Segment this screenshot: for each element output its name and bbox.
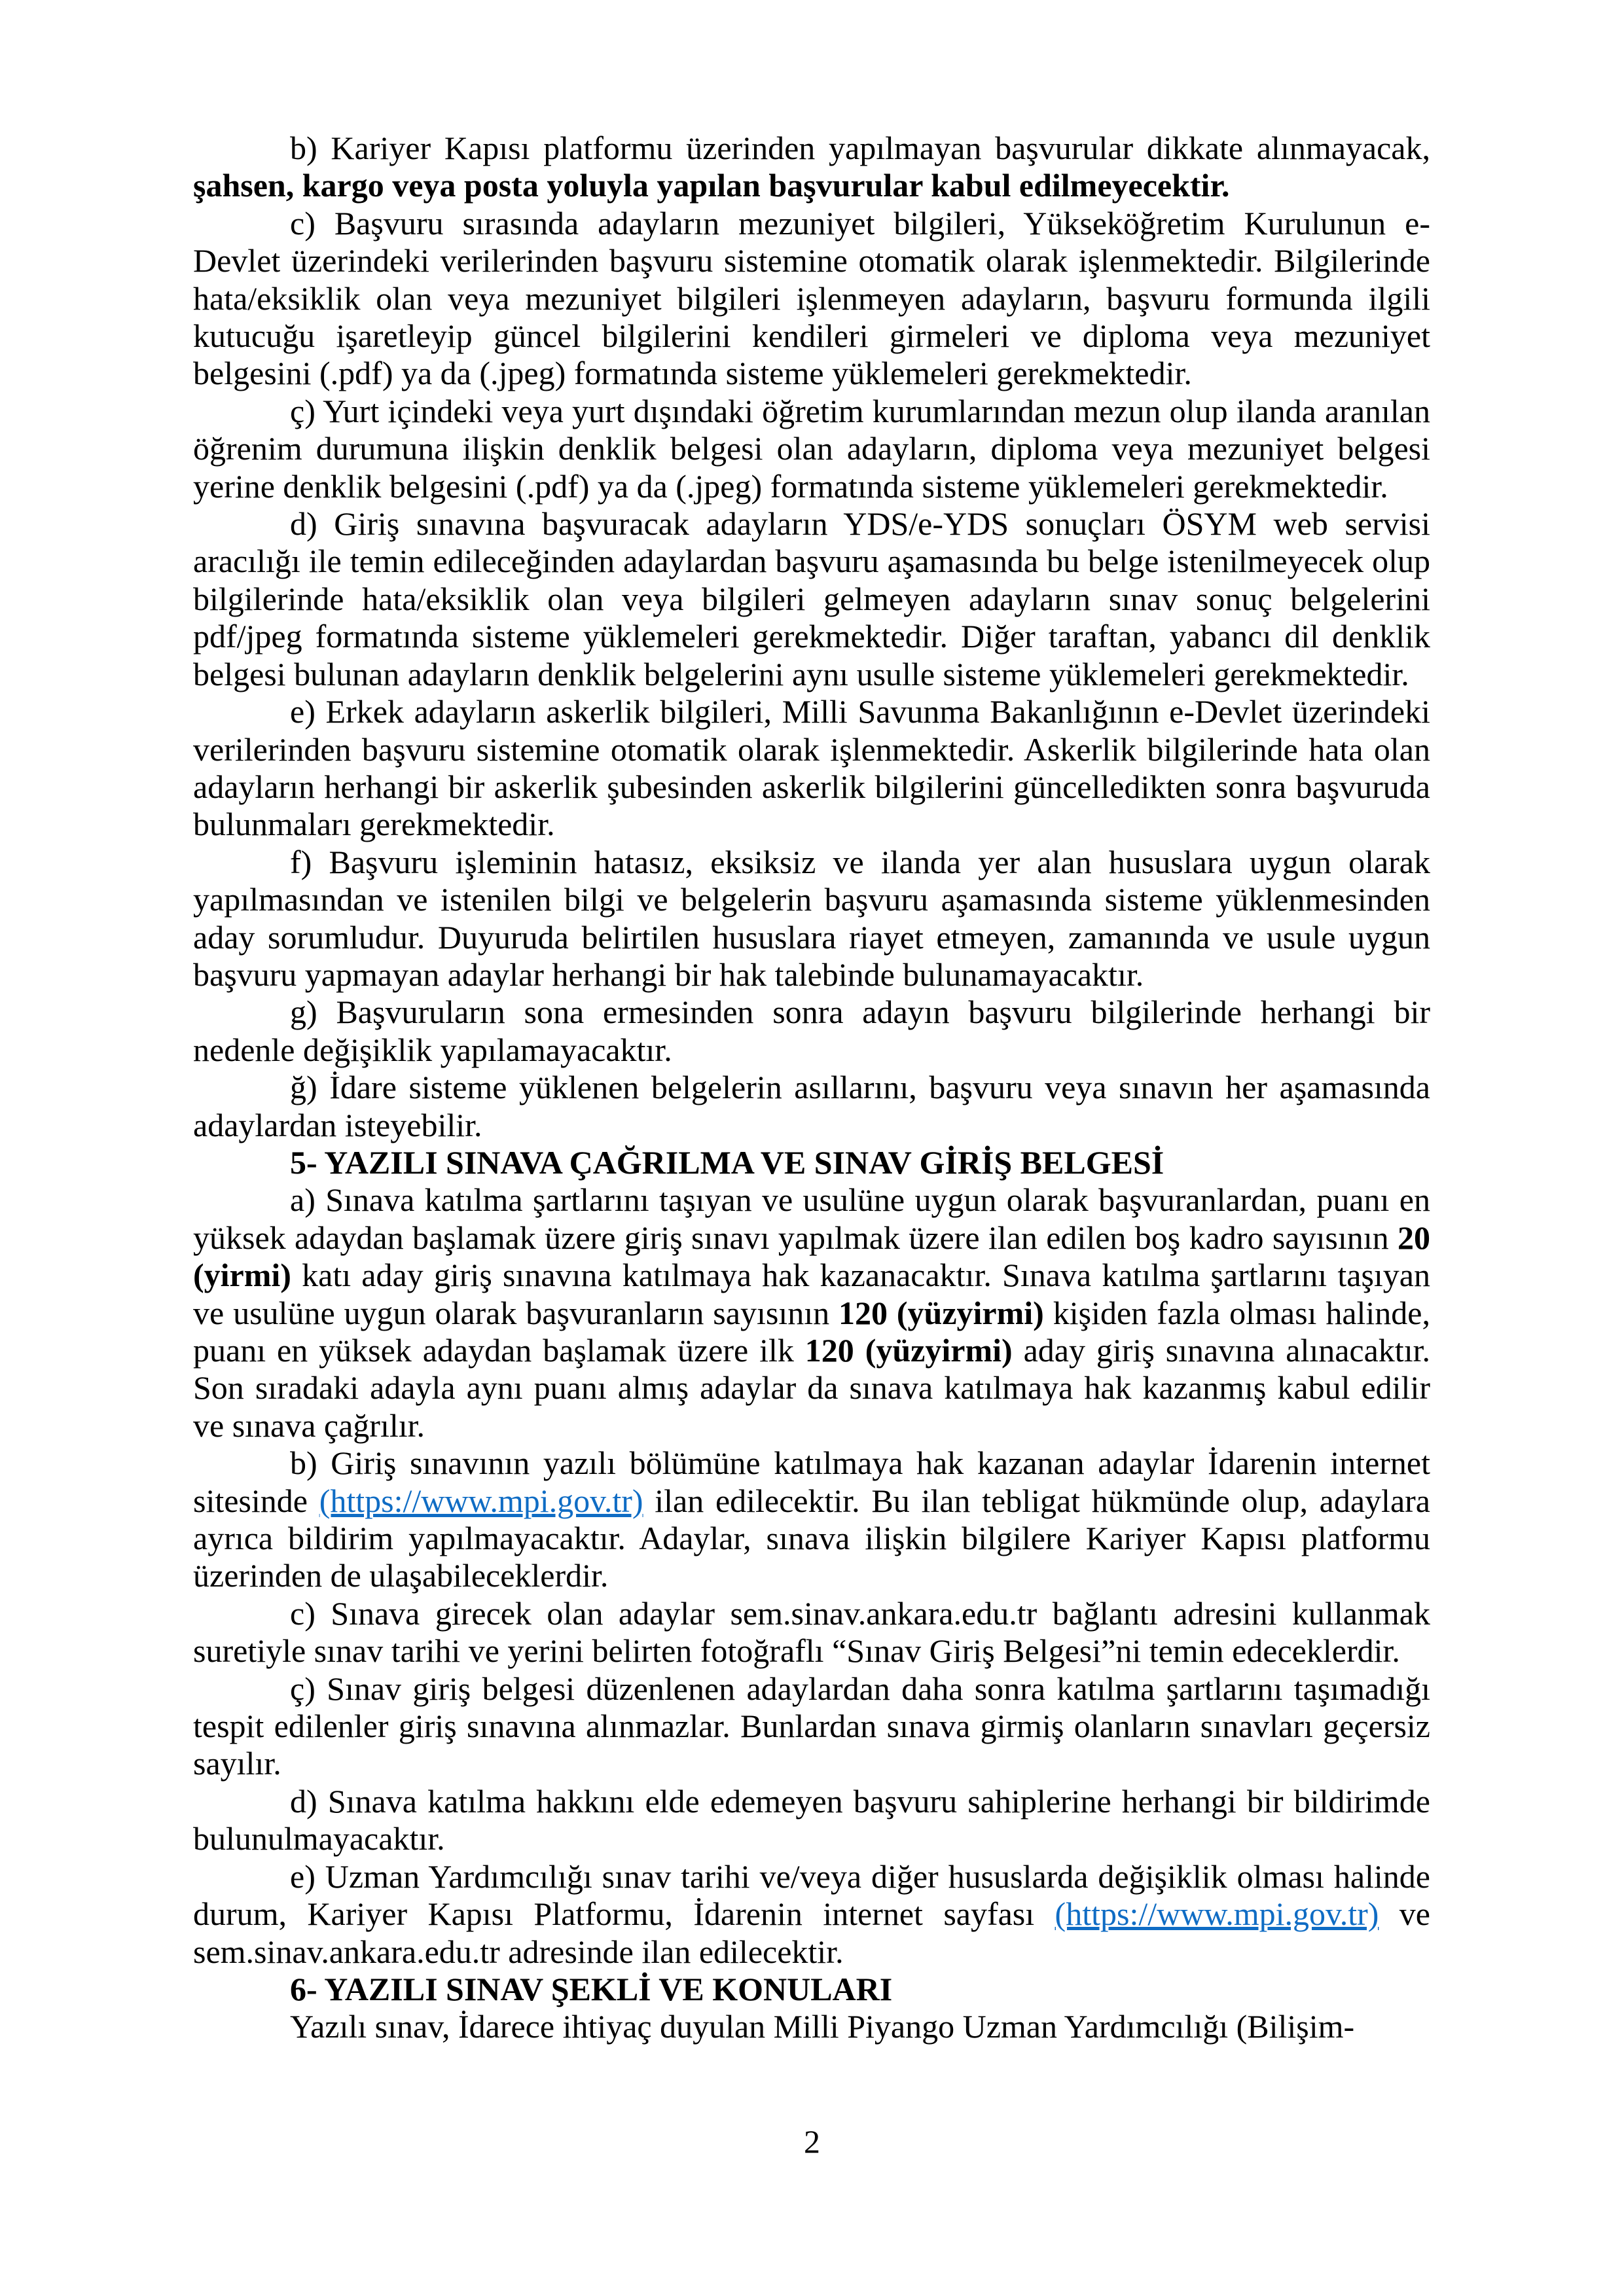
text-run: d) Sınava katılma hakkını elde edemeyen başvuru sahiplerine herhangi bir bildirimde bulunulmayacaktır. bbox=[193, 1782, 1430, 1857]
item-f-applicant-responsibility bbox=[193, 844, 1430, 994]
text-run: Yazılı sınav, İdarece ihtiyaç duyulan Milli Piyango Uzman Yardımcılığı (Bilişim- bbox=[290, 2008, 1355, 2045]
emphasis-text: 6- YAZILI SINAV ŞEKLİ VE KONULARI bbox=[290, 1970, 893, 2007]
text-run: g) Başvuruların sona ermesinden sonra adayın başvuru bilgilerinde herhangi bir nedenle değişiklik yapılamayacaktır. bbox=[193, 994, 1430, 1068]
emphasis-text: 120 (yüzyirmi) bbox=[804, 1332, 1013, 1369]
text-run: aday giriş sınavına alınacaktır. Son sıradaki adayla aynı puanı almış adaylar da sınava katılmaya hak kazanmış kabul edilir ve sınava çağrılır. bbox=[193, 1332, 1430, 1444]
item-b-applications-outside-platform bbox=[193, 130, 1430, 205]
item-c2-equivalence-certificate bbox=[193, 393, 1430, 505]
text-run: d) Giriş sınavına başvuracak adayların YDS/e-YDS sonuçları ÖSYM web servisi aracılığı ile temin edileceğinden adaylardan başvuru aşamasında bu belge istenilmeyecek olup bilgilerinde hata/eksiklik olan veya bilgileri gelmeyen adayların sınav sonuç belgelerini pdf/jpeg formatında sisteme yüklemeleri gerekmektedir. Diğer taraftan, yabancı dil denklik belgesi bulunan adayların denklik belgelerini aynı usulle sisteme yüklemeleri gerekmektedir. bbox=[193, 505, 1430, 692]
text-run: c) Sınava girecek olan adaylar sem.sinav.ankara.edu.tr bağlantı adresini kullanmak suretiyle sınav tarihi ve yerini belirten fotoğraflı “Sınav Giriş Belgesi”ni temin edeceklerdir. bbox=[193, 1594, 1430, 1670]
text-run: ilan edilecektir. Bu ilan tebligat hükmünde olup, adaylara ayrıca bildirim yapılmayacaktır. Adaylar, sınava ilişkin bilgilere Kariyer Kapısı platformu üzerinden de ulaşabileceklerdir. bbox=[193, 1482, 1430, 1594]
text-run: b) Kariyer Kapısı platformu üzerinden yapılmayan başvurular dikkate alınmayacak, bbox=[290, 130, 1430, 166]
emphasis-text: 120 (yüzyirmi) bbox=[838, 1294, 1044, 1331]
item-e-military-service-info bbox=[193, 693, 1430, 844]
item-d-no-notification bbox=[193, 1783, 1430, 1858]
text-run: ğ) İdare sisteme yüklenen belgelerin asıllarını, başvuru veya sınavın her aşamasında adaylardan isteyebilir. bbox=[193, 1069, 1430, 1143]
text-run: b) Giriş sınavının yazılı bölümüne katılmaya hak kazanan adaylar İdarenin internet sitesinde bbox=[193, 1444, 1430, 1519]
section-6-heading bbox=[193, 1971, 1430, 2008]
text-run: e) Uzman Yardımcılığı sınav tarihi ve/veya diğer hususlarda değişiklik olması halinde durum, Kariyer Kapısı Platformu, İdarenin internet sayfası bbox=[193, 1857, 1430, 1933]
text-run: katı aday giriş sınavına katılmaya hak kazanacaktır. Sınava katılma şartlarını taşıyan ve usulüne uygun olarak başvuranların sayısının bbox=[193, 1257, 1430, 1331]
text-run: kişiden fazla olması halinde, puanı en yüksek adaydan başlamak üzere ilk bbox=[193, 1294, 1430, 1369]
document-body bbox=[193, 130, 1430, 2046]
item-d-yds-results bbox=[193, 505, 1430, 693]
mpi-website-link[interactable]: (https://www.mpi.gov.tr) bbox=[319, 1482, 643, 1519]
item-g2-original-documents bbox=[193, 1069, 1430, 1144]
text-run: ç) Yurt içindeki veya yurt dışındaki öğretim kurumlarından mezun olup ilanda aranılan öğrenim durumuna ilişkin denklik belgesi olan adayların, diploma veya mezuniyet belgesi yerine denklik belgesini (.pdf) ya da (.jpeg) formatında sisteme yüklemeleri gerekmektedir. bbox=[193, 392, 1430, 505]
item-c-exam-entry-document bbox=[193, 1595, 1430, 1670]
text-run: ç) Sınav giriş belgesi düzenlenen adaylardan daha sonra katılma şartlarını taşımadığı tespit edilenler giriş sınavına alınmazlar. Bunlardan sınava girmiş olanların sınavları geçersiz sayılır. bbox=[193, 1670, 1430, 1782]
item-e-exam-date-changes bbox=[193, 1858, 1430, 1971]
emphasis-text: şahsen, kargo veya posta yoluyla yapılan başvurular kabul edilmeyecektir. bbox=[193, 167, 1230, 204]
section-6-intro bbox=[193, 2008, 1430, 2045]
item-c-graduation-info bbox=[193, 205, 1430, 393]
emphasis-text: 5- YAZILI SINAVA ÇAĞRILMA VE SINAV GİRİŞ BELGESİ bbox=[290, 1143, 1164, 1181]
text-run: e) Erkek adayların askerlik bilgileri, Milli Savunma Bakanlığının e-Devlet üzerindeki verilerinden başvuru sistemine otomatik olarak işlenmektedir. Askerlik bilgilerinde hata olan adayların herhangi bir askerlik şubesinden askerlik bilgilerini güncelledikten sonra başvuruda bulunmaları gerekmektedir. bbox=[193, 693, 1430, 843]
item-a-exam-quota bbox=[193, 1181, 1430, 1444]
page-number: 2 bbox=[804, 2123, 820, 2160]
item-g-no-changes-after-deadline bbox=[193, 994, 1430, 1069]
text-run: c) Başvuru sırasında adayların mezuniyet bilgileri, Yükseköğretim Kurulunun e-Devlet üzerindeki verilerinden başvuru sistemine otomatik olarak işlenmektedir. Bilgilerinde hata/eksiklik olan veya mezuniyet bilgileri işlenmeyen adayların, başvuru formunda ilgili kutucuğu işaretleyip güncel bilgilerini kendileri girmeleri ve diploma veya mezuniyet belgesini (.pdf) ya da (.jpeg) formatında sisteme yüklemeleri gerekmektedir. bbox=[193, 204, 1430, 392]
mpi-website-link[interactable]: (https://www.mpi.gov.tr) bbox=[1055, 1895, 1379, 1933]
text-run: a) Sınava katılma şartlarını taşıyan ve usulüne uygun olarak başvuranlardan, puanı en yüksek adaydan başlamak üzere giriş sınavı yapılmak üzere ilan edilen boş kadro sayısının bbox=[193, 1181, 1430, 1256]
item-b-written-exam-announcement bbox=[193, 1444, 1430, 1595]
item-c2-ineligible-candidates bbox=[193, 1670, 1430, 1783]
text-run: ve sem.sinav.ankara.edu.tr adresinde ilan edilecektir. bbox=[193, 1895, 1430, 1970]
text-run: f) Başvuru işleminin hatasız, eksiksiz ve ilanda yer alan hususlara uygun olarak yapılmasından ve istenilen bilgi ve belgelerin başvuru aşamasında sisteme yüklenmesinden aday sorumludur. Duyuruda belirtilen hususlara riayet etmeyen, zamanında ve usule uygun başvuru yapmayan adaylar herhangi bir hak talebinde bulunamayacaktır. bbox=[193, 843, 1430, 993]
emphasis-text: 20 (yirmi) bbox=[193, 1219, 1430, 1294]
section-5-heading bbox=[193, 1144, 1430, 1181]
